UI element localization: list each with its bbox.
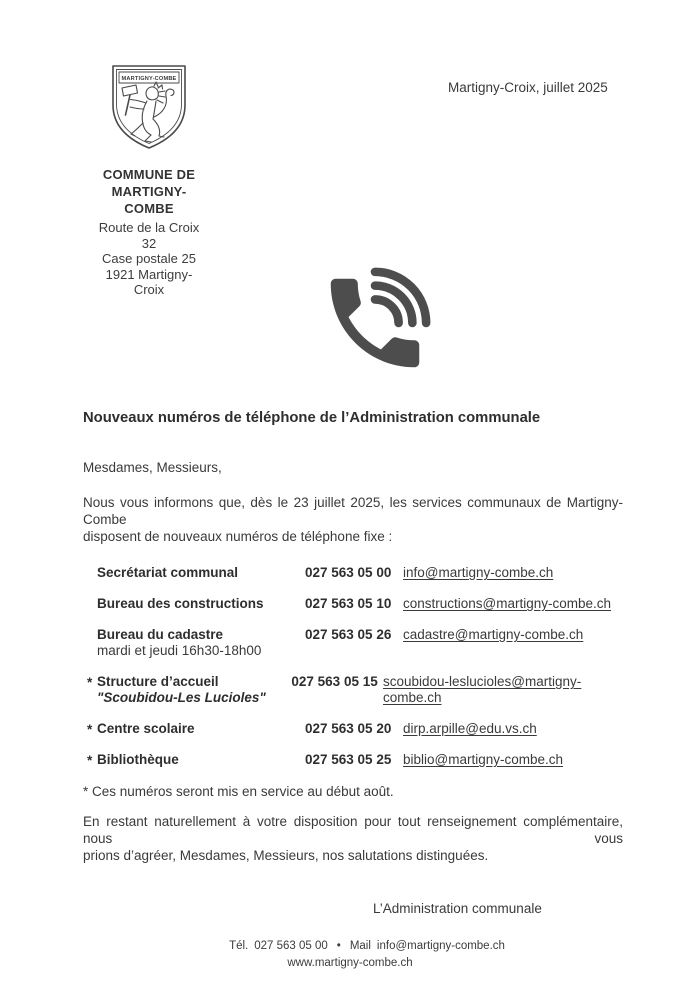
asterisk-marker: * <box>87 722 93 737</box>
intro-line-2: disposent de nouveaux numéros de téléphone fixe : <box>83 529 393 544</box>
contact-row-cadastre <box>83 627 623 659</box>
contact-email: dirp.arpille@edu.vs.ch <box>403 721 537 736</box>
crest-banner-text: MARTIGNY-COMBE <box>121 76 177 83</box>
contact-label-text: Structure d’accueil <box>97 674 219 689</box>
footer-website: www.martigny-combe.ch <box>287 957 413 969</box>
contact-row-centre-scolaire <box>83 721 623 737</box>
contact-email: scoubidou-leslucioles@martigny-combe.ch <box>382 674 582 705</box>
footer-tel-number: 027 563 05 00 <box>254 940 328 952</box>
footer-tel-label: Tél. <box>229 940 249 952</box>
phone-icon <box>316 264 434 387</box>
contact-phone: 027 563 05 10 <box>305 596 392 611</box>
contact-phone: 027 563 05 15 <box>291 674 378 689</box>
contact-email: cadastre@martigny-combe.ch <box>403 627 584 642</box>
contact-phone: 027 563 05 25 <box>305 752 392 767</box>
salutation: Mesdames, Messieurs, <box>83 460 222 475</box>
sender-street: Route de la Croix 32 <box>98 220 200 251</box>
letter-title: Nouveaux numéros de téléphone de l’Administration communale <box>83 410 541 426</box>
contact-table <box>83 565 623 768</box>
contact-label: Secrétariat communal <box>97 565 239 580</box>
sender-name <box>96 166 202 217</box>
footer-mail-address: info@martigny-combe.ch <box>376 940 505 952</box>
closing-line-1: En restant naturellement à votre disposition pour tout renseignement complémentaire, nous vous <box>83 814 623 846</box>
footer-mail-label: Mail <box>349 940 371 952</box>
contact-sublabel-name: "Scoubidou-Les Lucioles" <box>97 690 266 705</box>
asterisk-marker: * <box>87 675 93 690</box>
contact-row-secretariat <box>83 565 623 581</box>
dateline: Martigny-Croix, juillet 2025 <box>448 80 608 95</box>
sender-city: 1921 Martigny-Croix <box>105 266 193 297</box>
contact-label <box>83 627 305 659</box>
footer-dot-separator: • <box>336 940 341 952</box>
sender-name-line2: MARTIGNY-COMBE <box>111 184 187 216</box>
letter-body <box>83 410 623 917</box>
footer-contact-line <box>34 938 700 955</box>
contact-phone: 027 563 05 00 <box>305 565 392 580</box>
contact-row-bibliotheque <box>83 752 623 768</box>
contact-label: Bibliothèque <box>97 752 179 767</box>
asterisk-marker: * <box>87 753 93 768</box>
intro-paragraph <box>83 494 623 545</box>
contact-label-text: Bureau du cadastre <box>97 627 224 642</box>
closing-line-2: prions d’agréer, Mesdames, Messieurs, nos salutations distinguées. <box>83 848 489 863</box>
contact-label <box>83 674 291 706</box>
contact-sublabel-hours: mardi et jeudi 16h30-18h00 <box>97 643 262 658</box>
contact-row-structure-accueil <box>83 674 623 706</box>
sender-address <box>96 220 202 298</box>
page-footer <box>0 938 700 972</box>
signature: L’Administration communale <box>373 901 542 916</box>
sender-block <box>96 63 202 298</box>
contact-email: info@martigny-combe.ch <box>403 565 554 580</box>
contact-phone: 027 563 05 20 <box>305 721 392 736</box>
contact-phone: 027 563 05 26 <box>305 627 392 642</box>
contact-label: Centre scolaire <box>97 721 195 736</box>
contact-email: constructions@martigny-combe.ch <box>403 596 612 611</box>
sender-pobox: Case postale 25 <box>102 251 196 266</box>
footnote: * Ces numéros seront mis en service au début août. <box>83 784 394 799</box>
sender-name-line1: COMMUNE DE <box>102 167 196 182</box>
closing-paragraph <box>83 813 623 864</box>
contact-row-constructions <box>83 596 623 612</box>
contact-label: Bureau des constructions <box>97 596 264 611</box>
coat-of-arms-icon <box>110 63 188 153</box>
contact-email: biblio@martigny-combe.ch <box>403 752 564 767</box>
intro-line-1: Nous vous informons que, dès le 23 juillet 2025, les services communaux de Martigny-Combe <box>83 495 623 527</box>
